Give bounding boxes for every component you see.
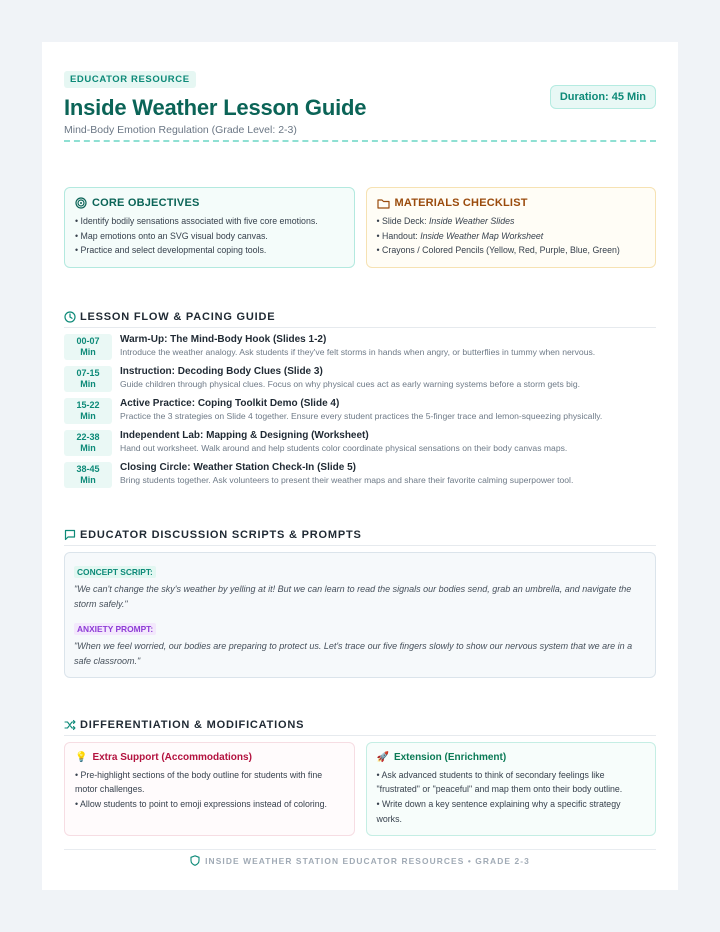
- flow-step-desc: Bring students together. Ask volunteers to present their weather maps and share their favorite calming superpower tool.: [120, 474, 574, 485]
- page-title: Inside Weather Lesson Guide: [64, 95, 367, 120]
- concept-script-label: CONCEPT SCRIPT:: [74, 566, 156, 578]
- list-item: • Map emotions onto an SVG visual body canvas.: [75, 229, 344, 244]
- list-item: • Pre-highlight sections of the body outline for students with fine motor challenges.: [75, 768, 344, 797]
- time-pill: 15-22 Min: [64, 398, 112, 424]
- extension-card: [366, 742, 657, 836]
- concept-script-text: "We can't change the sky's weather by yelling at it! But we can learn to read the signals our bodies send, grab an umbrella, and navigate the storm safely.": [74, 583, 632, 609]
- time-pill: 38-45 Min: [64, 462, 112, 488]
- objectives-card: [64, 187, 355, 268]
- extra-support-title: Extra Support (Accommodations): [92, 751, 252, 763]
- list-item: • Identify bodily sensations associated with five core emotions.: [75, 214, 344, 229]
- rocket-icon: 🚀: [376, 751, 389, 763]
- flow-step-title: Active Practice: Coping Toolkit Demo (Slide 4): [120, 397, 340, 409]
- differentiation-title: DIFFERENTIATION & MODIFICATIONS: [64, 719, 656, 736]
- flow-step: [64, 430, 656, 456]
- differentiation-section: [64, 719, 656, 836]
- flow-step: [64, 334, 656, 360]
- flow-step-title: Closing Circle: Weather Station Check-In (Slide 5): [120, 461, 356, 473]
- materials-title: MATERIALS CHECKLIST: [394, 197, 528, 209]
- time-pill: 00-07 Min: [64, 334, 112, 360]
- extra-support-card: [64, 742, 355, 836]
- objectives-list: [75, 214, 344, 258]
- lesson-flow-section: [64, 311, 656, 488]
- flow-step-desc: Practice the 3 strategies on Slide 4 together. Ensure every student practices the 5-finger trace and lemon-squeezing physically.: [120, 410, 603, 421]
- duration-badge: Duration: 45 Min: [550, 85, 656, 109]
- target-icon: [75, 197, 87, 209]
- list-item: • Write down a key sentence explaining why a specific strategy works.: [377, 797, 646, 826]
- objectives-title: CORE OBJECTIVES: [92, 197, 200, 209]
- objectives-materials-row: [64, 187, 656, 268]
- folder-icon: [377, 198, 390, 209]
- flow-step-title: Warm-Up: The Mind-Body Hook (Slides 1-2): [120, 333, 327, 345]
- footer-text: INSIDE WEATHER STATION EDUCATOR RESOURCES • GRADE 2-3: [205, 855, 530, 866]
- flow-step: [64, 366, 656, 392]
- lightbulb-icon: 💡: [75, 751, 88, 763]
- chat-icon: [64, 529, 76, 541]
- clock-icon: [64, 311, 76, 323]
- flow-step-title: Independent Lab: Mapping & Designing (Worksheet): [120, 429, 369, 441]
- list-item: • Ask advanced students to think of secondary feelings like "frustrated" or "peaceful" and map them onto their body outline.: [377, 768, 646, 797]
- lesson-guide-page: [42, 42, 678, 890]
- list-item: • Crayons / Colored Pencils (Yellow, Red, Purple, Blue, Green): [377, 243, 646, 258]
- materials-list: [377, 214, 646, 258]
- scripts-section: [64, 529, 656, 678]
- anxiety-prompt-text: "When we feel worried, our bodies are preparing to protect us. Let's trace our five fingers slowly to show our nervous system that we are in a safe classroom.": [74, 640, 633, 666]
- list-item: • Allow students to point to emoji expressions instead of coloring.: [75, 797, 344, 812]
- extension-title: Extension (Enrichment): [393, 751, 507, 763]
- flow-step-desc: Introduce the weather analogy. Ask students if they've felt storms in hands when angry, or butterflies in tummy when nervous.: [120, 346, 596, 357]
- list-item: • Slide Deck: Inside Weather Slides: [377, 214, 646, 229]
- time-pill: 22-38 Min: [64, 430, 112, 456]
- scripts-box: [64, 552, 656, 678]
- page-subtitle: Mind-Body Emotion Regulation (Grade Level: 2-3): [64, 124, 297, 136]
- list-item: • Practice and select developmental coping tools.: [75, 243, 344, 258]
- list-item: • Handout: Inside Weather Map Worksheet: [377, 229, 646, 244]
- footer: [64, 849, 656, 866]
- flow-step-title: Instruction: Decoding Body Clues (Slide 3): [120, 365, 323, 377]
- header: [64, 42, 656, 142]
- flow-step-desc: Guide children through physical clues. Focus on why physical cues act as early warning systems before a storm gets big.: [120, 378, 580, 389]
- anxiety-prompt-label: ANXIETY PROMPT:: [74, 623, 156, 635]
- flow-step: [64, 462, 656, 488]
- flow-step-desc: Hand out worksheet. Walk around and help students color coordinate physical sensations on their body canvas maps.: [120, 442, 568, 453]
- shield-icon: [190, 855, 200, 866]
- time-pill: 07-15 Min: [64, 366, 112, 392]
- flow-step: [64, 398, 656, 424]
- resource-badge: EDUCATOR RESOURCE: [64, 71, 196, 88]
- scripts-title: EDUCATOR DISCUSSION SCRIPTS & PROMPTS: [64, 529, 656, 546]
- materials-card: [366, 187, 657, 268]
- lesson-flow-title: LESSON FLOW & PACING GUIDE: [64, 311, 656, 328]
- shuffle-icon: [64, 719, 76, 731]
